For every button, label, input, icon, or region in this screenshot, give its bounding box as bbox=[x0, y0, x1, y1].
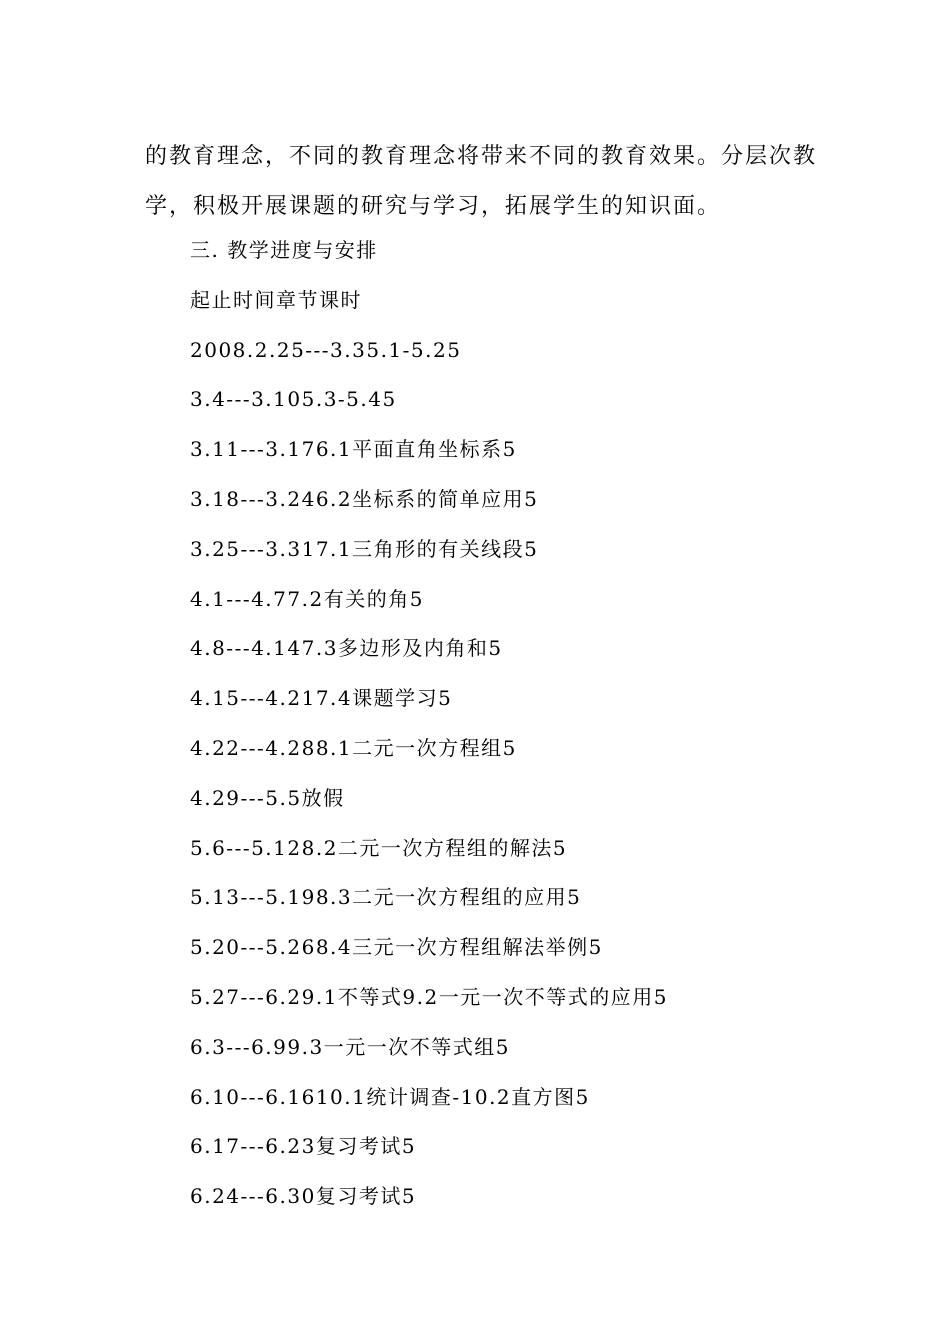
schedule-row: 3.18---3.246.2坐标系的简单应用5 bbox=[190, 486, 539, 511]
schedule-row: 5.6---5.128.2二元一次方程组的解法5 bbox=[190, 835, 568, 860]
schedule-row: 6.10---6.1610.1统计调查-10.2直方图5 bbox=[190, 1084, 590, 1109]
schedule-row: 5.20---5.268.4三元一次方程组解法举例5 bbox=[190, 935, 603, 960]
schedule-row: 6.17---6.23复习考试5 bbox=[190, 1134, 417, 1159]
schedule-table-header: 起止时间章节课时 bbox=[190, 287, 362, 312]
intro-line-2: 学，积极开展课题的研究与学习，拓展学生的知识面。 bbox=[145, 194, 722, 219]
section-heading: 三. 教学进度与安排 bbox=[190, 238, 378, 262]
schedule-row: 4.15---4.217.4课题学习5 bbox=[190, 686, 453, 711]
intro-paragraph bbox=[145, 132, 818, 232]
schedule-row: 6.3---6.99.3一元一次不等式组5 bbox=[190, 1034, 510, 1059]
schedule-row: 4.29---5.5放假 bbox=[190, 785, 345, 810]
schedule-row: 4.22---4.288.1二元一次方程组5 bbox=[190, 735, 517, 760]
schedule-row: 4.8---4.147.3多边形及内角和5 bbox=[190, 636, 503, 661]
schedule-row: 2008.2.25---3.35.1-5.25 bbox=[190, 337, 462, 362]
schedule-row: 3.25---3.317.1三角形的有关线段5 bbox=[190, 536, 539, 561]
schedule-row: 3.11---3.176.1平面直角坐标系5 bbox=[190, 437, 517, 462]
intro-line-1: 的教育理念，不同的教育理念将带来不同的教育效果。分层次教 bbox=[145, 144, 818, 169]
schedule-row: 5.27---6.29.1不等式9.2一元一次不等式的应用5 bbox=[190, 984, 668, 1009]
schedule-row: 3.4---3.105.3-5.45 bbox=[190, 387, 397, 412]
schedule-row: 5.13---5.198.3二元一次方程组的应用5 bbox=[190, 885, 582, 910]
schedule-row: 6.24---6.30复习考试5 bbox=[190, 1184, 417, 1209]
schedule-section bbox=[190, 226, 870, 1222]
schedule-row: 4.1---4.77.2有关的角5 bbox=[190, 586, 424, 611]
